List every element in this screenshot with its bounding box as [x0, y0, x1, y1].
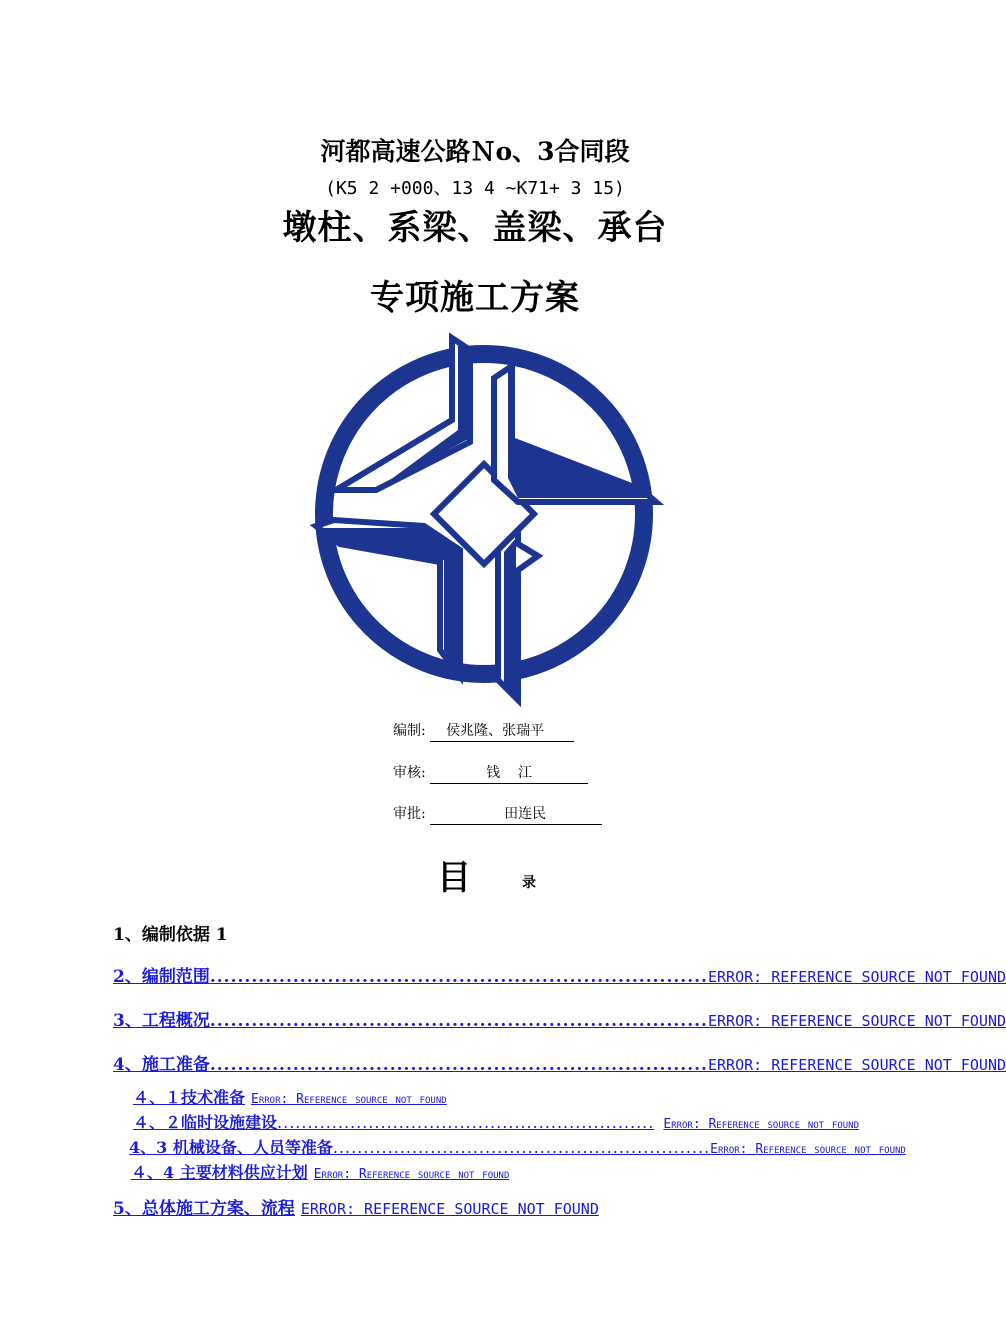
signature-value: 侯兆隆、张瑞平	[430, 720, 574, 742]
toc-entry-error: Error: Reference source not found	[251, 1092, 447, 1107]
toc-entry-title: 5、总体施工方案、流程	[113, 1199, 295, 1219]
toc-entry-title: 3、工程概况	[113, 1011, 210, 1031]
toc-subentry[interactable]	[133, 1085, 447, 1108]
toc-entry-title: ４、２临时设施建设	[133, 1113, 278, 1132]
toc-leader: ........................................................................	[209, 1011, 708, 1031]
toc-entry-title: 1、编制依据 1	[113, 925, 228, 945]
toc-entry-title: ４、１技术准备	[133, 1088, 246, 1107]
document-title: 墩柱、系梁、盖梁、承台	[282, 208, 668, 248]
toc-entry[interactable]	[113, 1194, 599, 1219]
signature-review	[393, 762, 588, 784]
toc-subentry[interactable]	[129, 1135, 906, 1158]
signature-compile	[393, 720, 574, 742]
toc-leader: ........................................................................	[209, 967, 708, 987]
signature-label: 审批:	[393, 806, 426, 822]
toc-entry-error: ERROR: REFERENCE SOURCE NOT FOUND	[707, 968, 1006, 986]
toc-entry-title: ４、4 主要材料供应计划	[131, 1163, 308, 1182]
signature-label: 编制:	[393, 723, 426, 739]
toc-entry[interactable]	[113, 1006, 1006, 1031]
toc-heading-2: 录	[522, 875, 536, 891]
mileage-range: (K5 2 +000、13 4 ~K71+ 3 15)	[325, 178, 625, 199]
toc-first-entry[interactable]	[113, 920, 228, 945]
toc-entry-title: 4、施工准备	[113, 1055, 210, 1075]
toc-subentry[interactable]	[133, 1110, 859, 1133]
signature-value: 田连民	[430, 803, 602, 825]
signature-value: 钱 江	[430, 762, 588, 784]
toc-leader: ..............................................................	[277, 1113, 655, 1132]
toc-entry-error: Error: Reference source not found	[313, 1167, 510, 1182]
toc-entry-error: ERROR: REFERENCE SOURCE NOT FOUND	[707, 1056, 1006, 1074]
signature-label: 审核:	[393, 765, 426, 781]
toc-leader: ........................................................................	[209, 1055, 708, 1075]
toc-entry[interactable]	[113, 1050, 1006, 1075]
toc-entry-error: Error: Reference source not found	[710, 1142, 906, 1157]
toc-entry-error: ERROR: REFERENCE SOURCE NOT FOUND	[300, 1200, 599, 1218]
signature-approve	[393, 803, 602, 825]
toc-heading: 目	[437, 858, 471, 898]
document-subtitle: 专项施工方案	[370, 278, 580, 318]
toc-subentry[interactable]	[131, 1160, 509, 1183]
toc-entry[interactable]	[113, 962, 1006, 987]
toc-entry-error: Error: Reference source not found	[663, 1117, 859, 1132]
toc-leader: ..............................................................	[332, 1138, 711, 1157]
toc-entry-title: 2、编制范围	[113, 967, 210, 987]
toc-entry-title: 4、3 机械设备、人员等准备	[129, 1138, 333, 1157]
toc-entry-error: ERROR: REFERENCE SOURCE NOT FOUND	[707, 1012, 1006, 1030]
project-title: 河都高速公路Ｎo、3合同段	[320, 137, 630, 166]
highway-logo-icon	[312, 330, 662, 702]
